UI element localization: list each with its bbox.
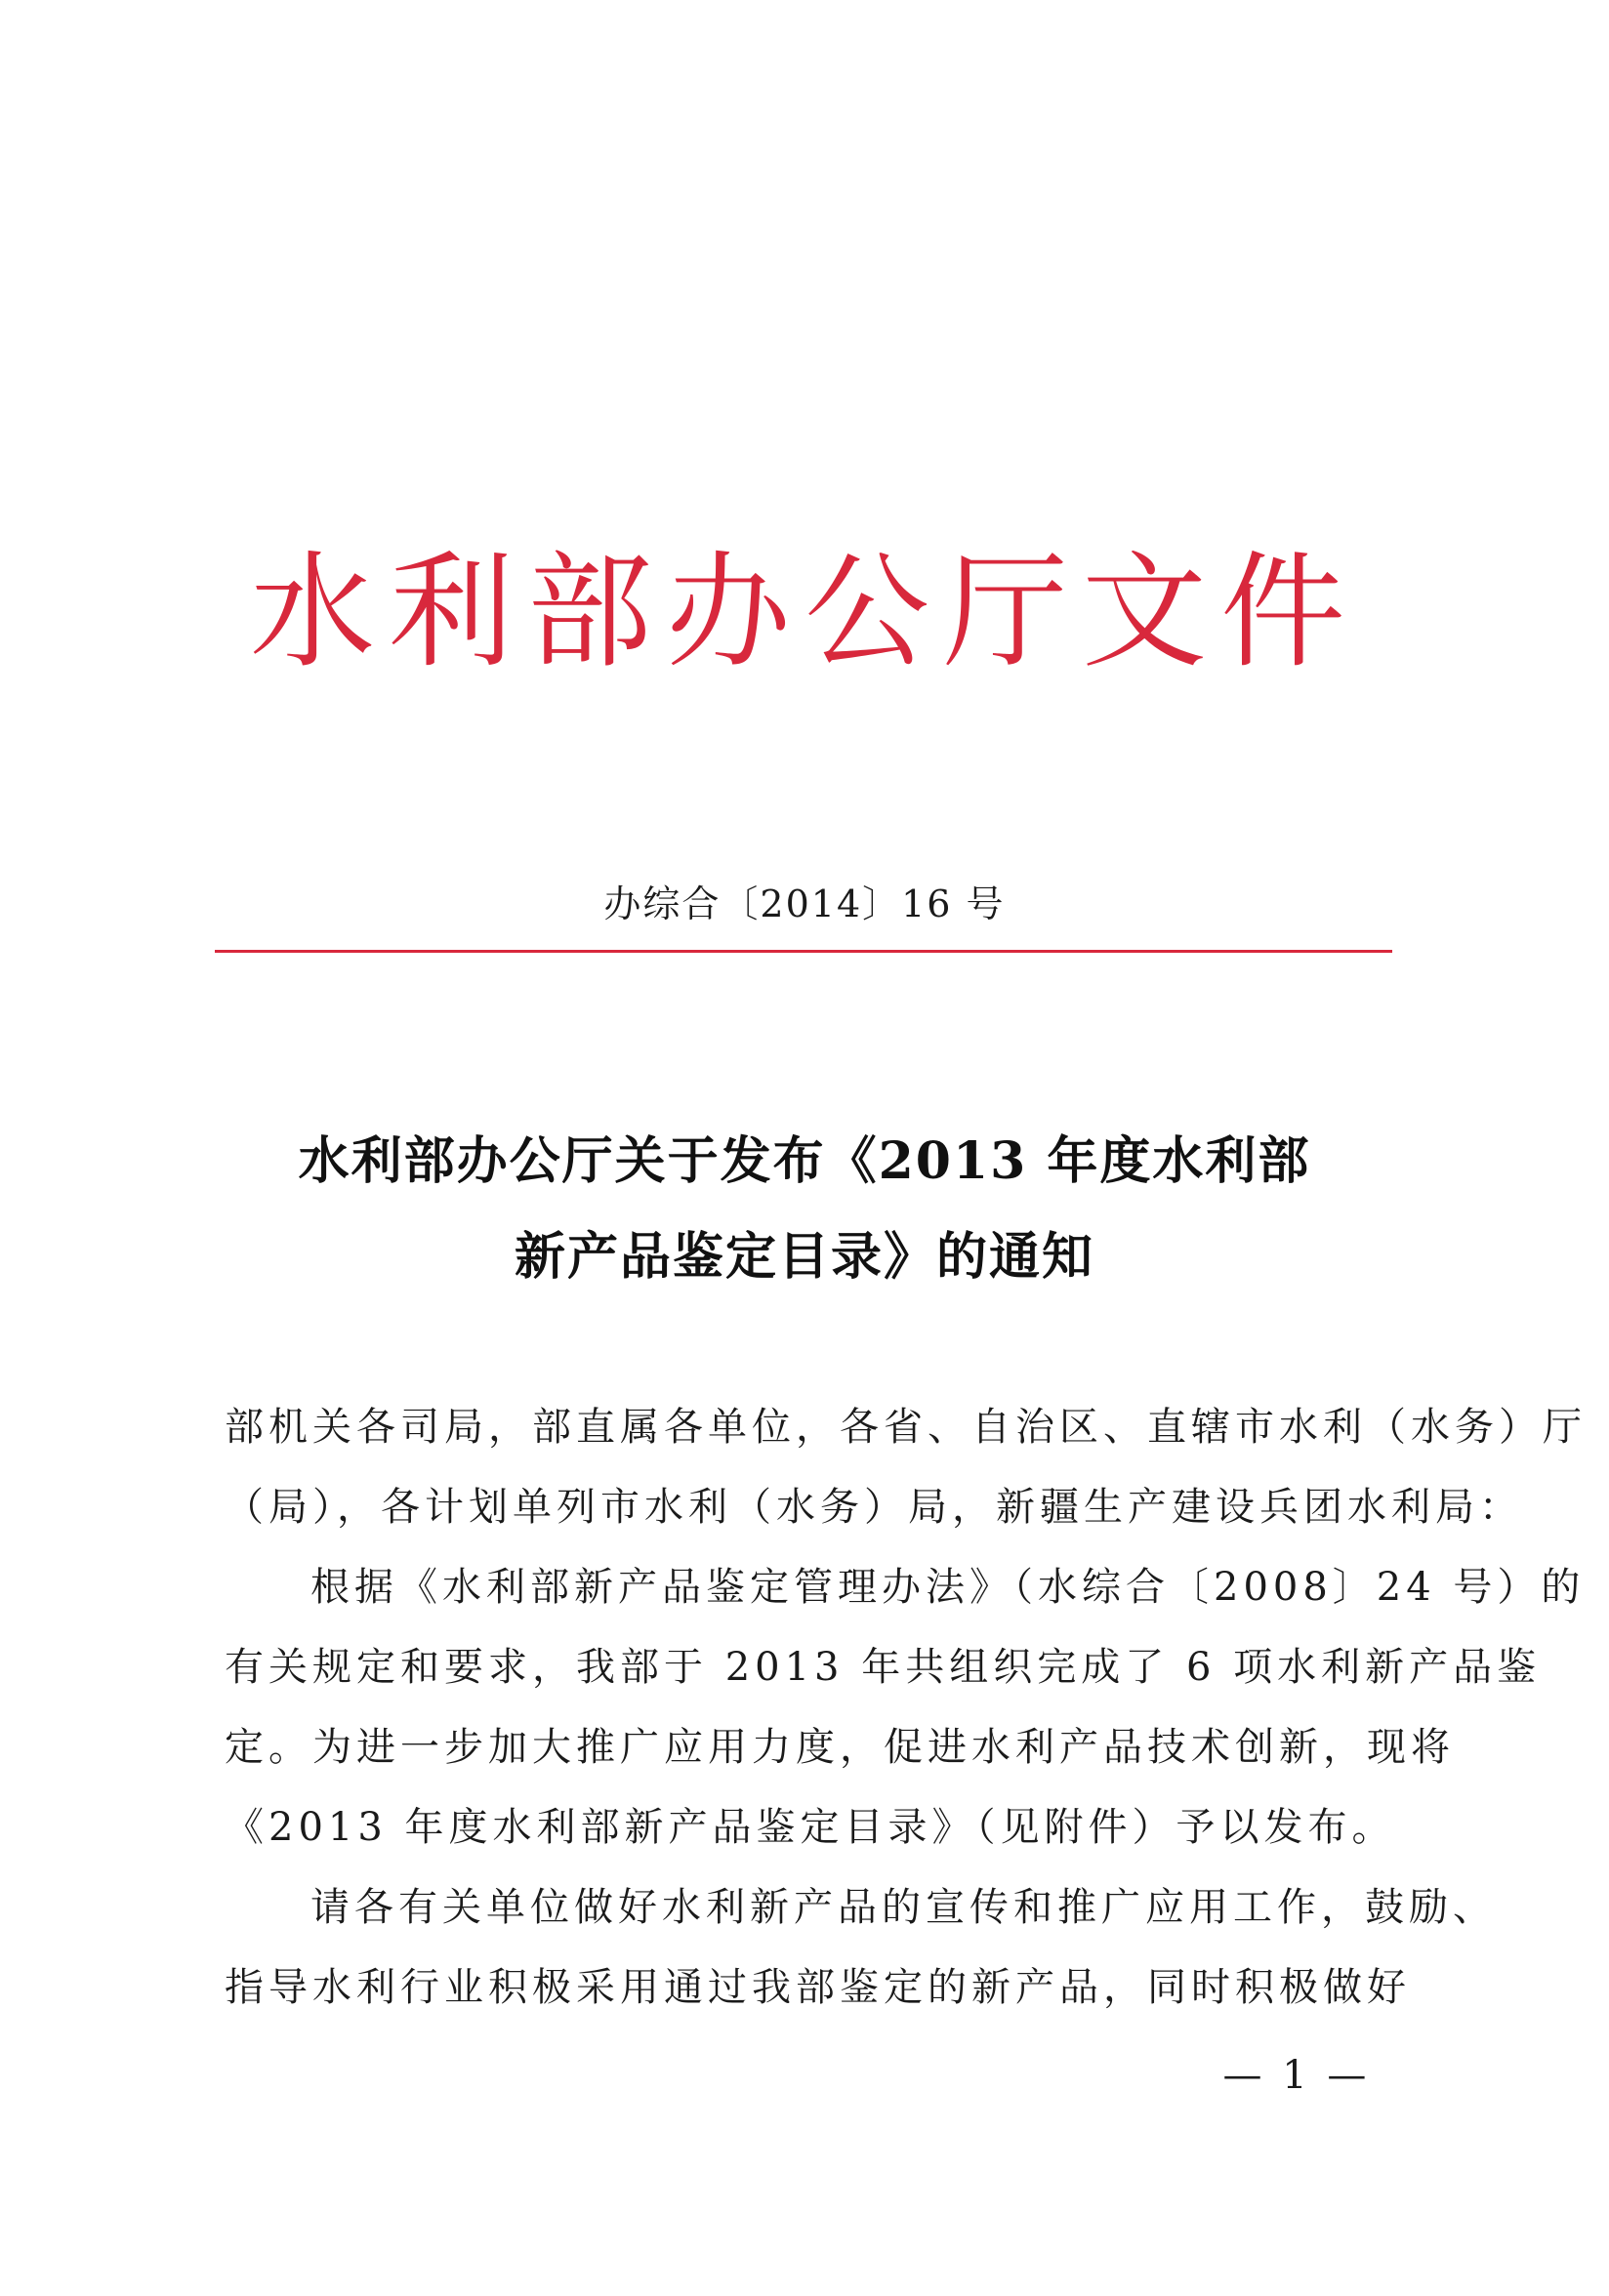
body-paragraph-1-line-2: 有关规定和要求，我部于 2013 年共组织完成了 6 项水利新产品鉴 (225, 1645, 1542, 1690)
page-number: — 1 — (1222, 2053, 1371, 2098)
addressee-line-1: 部机关各司局，部直属各单位，各省、自治区、直辖市水利（水务）厅 (225, 1405, 1587, 1450)
body-paragraph-2-line-2: 指导水利行业积极采用通过我部鉴定的新产品，同时积极做好 (225, 1965, 1411, 2010)
body-paragraph-2-line-1: 请各有关单位做好水利新产品的宣传和推广应用工作，鼓励、 (310, 1885, 1497, 1930)
document-number: 办综合〔2014〕16 号 (603, 882, 1006, 925)
red-divider-line (215, 950, 1392, 953)
body-paragraph-1-line-4: 《2013 年度水利部新产品鉴定目录》（见附件）予以发布。 (225, 1805, 1396, 1850)
masthead-title: 水利部办公厅文件 (249, 540, 1359, 685)
body-paragraph-1-line-1: 根据《水利部新产品鉴定管理办法》（水综合〔2008〕24 号）的 (310, 1565, 1586, 1610)
notice-title-line-1: 水利部办公厅关于发布《2013 年度水利部 (298, 1131, 1311, 1191)
body-paragraph-1-line-3: 定。为进一步加大推广应用力度，促进水利产品技术创新，现将 (225, 1725, 1455, 1770)
addressee-line-2: （局），各计划单列市水利（水务）局，新疆生产建设兵团水利局： (225, 1485, 1523, 1530)
notice-title-line-2: 新产品鉴定目录》的通知 (514, 1227, 1094, 1287)
